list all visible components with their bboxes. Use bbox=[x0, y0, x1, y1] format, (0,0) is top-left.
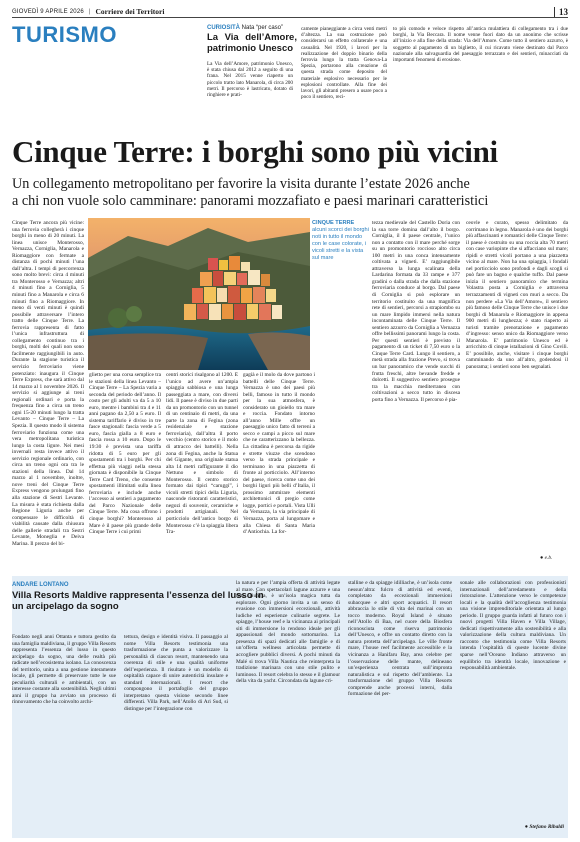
article-col-3: centri storici risalgono al 1200. È l’unico ad avere un’ampia spiaggia sabbiosa e una lunga passeggiata a mare, con diversi lidi. Il paese è diviso in due parti da un promontorio con un tunnel di un centinaio di metri, da una parte la zona di Fegina (zona residenziale e stazione ferroviaria), dall’altra il porto vecchio (centro storico e il molo di attracco dei battelli). Nella zona di Fegina, anche la Statua del Gigante, una originale statua alta 14 metri raffigurante il dio Nettuno e simbolo di Monterosso. Il centro storico formato dai tipici “caruggi”, i vicoli stretti tipici della Liguria, nasconde ristoranti caratteristici, negozi di souvenir, ceramiche e prodotti artigianali. Nel porticciolo dell’antico borgo di Monterosso c’è la spiaggia libera Tra- bbox=[166, 372, 238, 536]
kicker-label: CURIOSITÀ bbox=[207, 25, 240, 31]
article-signature: ● e.b. bbox=[540, 555, 553, 561]
article-col-6: ceovle e curato, spesso delimitato da corrimano in legno. Manarola è uno dei borghi più affascinanti e romantici delle Cinque Terre: il paese è costruito su una roccia alta 70 metri con case variopinte che si affacciano sul mare; ripidi e stretti vicoli portano a una piazzetta vicino al mare. Non ha una spiaggia, i fondali nel porticciolo sono profondi e dagli scogli si può fare un bagno e qualche tuffo. Dal paese inizia il sentiero panoramico che termina Volastra posta a Corniglia e attraversa terrazzamenti di vigneti con muri a secco. Da non perdere «La Via dell’Amore», il sentiero più famoso delle Cinque Terre che unisce i due borghi di Manarola e Riomaggiore in appena 900 metri di lunghezza; è stato riaperto ai turisti tramite prenotazione e pagamento d’ingresso: senso unico da Riomaggiore verso Manarola. E’ patrimonio Unesco ed è arricchito di cinque istallazioni di Gino Covili. E’ possibile, anche, visitare i cinque borghi camminando da uno all’altro, godendosi il panorama; i sentieri sono ben segnalati. bbox=[466, 220, 568, 371]
box-title: Villa Resorts Maldive rappresenta l’essenza del lusso in un arcipelago da sogno bbox=[12, 590, 264, 612]
box-col-1: Fondato negli anni Ottanta e tuttora gestito da una famiglia maldiviana, il gruppo Villa Resorts rappresenta l’essenza del lusso in questo arcipelago da sogno, una delle realtà più radicate nell’ecosistema isolano. La conoscenza del territorio, unita a una gestione interamente locale, gli permette di preservare tutte le sue peculiarità culturali e ambientali, con un interesse costante alla sostenibilità. Negli ultimi anni il gruppo ha avviato un processo di rinnovamento che ha coinvolto archi- bbox=[12, 634, 116, 706]
village-illustration bbox=[88, 218, 310, 370]
article-col-2: glietto per una corsa semplice tra le stazioni della linea Levanto – Cinque Terre – La Spezia varia a seconda del periodo dell’anno. Il costo per gli adulti va da 5 a 10 euro, mentre i bambini tra 4 e 11 anni pagano da 2,50 a 5 euro. Il sistema tariffario è diviso in tre fasce stagionali: fascia verde a 5 euro, fascia gialla a 8 euro e fascia rossa a 10 euro. Dopo le 19:30 è prevista una tariffa ridotta di 5 euro per gli spostamenti tra i borghi. Per chi effettua più viaggi nella stessa giornata è disponibile la Cinque Terre Card Treno, che consente spostamenti illimitati sulla linea ferroviaria e include anche l’accesso ai sentieri a pagamento del Parco Nazionale delle Cinque Terre. Ma cosa offrono i cinque borghi? Monterosso al Mare è il paese più grande delle Cinque Terre i cui primi bbox=[89, 372, 161, 536]
subhead-line-2: a chi non vuole solo camminare: panorami mozzafiato e paesi marinari caratteristici bbox=[12, 193, 489, 209]
article-col-4: gagià e il molo da dove partono i battelli delle Cinque Terre. Vernazza è uno dei paesi più belli, famoso in tutto il mondo per la sua atmosfera, è considerato un gioiello tra mare e roccia. Fondato intorno all’anno Mille offre un paesaggio unico fatto di terreni a secco e campi a picco sul mare che ne caratterizzano la bellezza. La cittadina è percorsa da rigide e strette viuzze che scendono verso la strada principale e terminano in una piazzetta di fronte al porticciolo. All’interno del paese, ricerca come uno dei borghi liguri più belli d’Italia, il prossimo ammirare elementi architettonici di pregio come logge, portici e portali. Vista Ulli da Vernazza, la via principale di Vernazza, porta al lungomare e alla Chiesa di Santa Maria d’Antiochia. La for- bbox=[243, 372, 315, 536]
photo-caption bbox=[312, 220, 370, 262]
newspaper-name: Corriere dei Territori bbox=[95, 7, 165, 16]
box-col-4: stalline e da spiagge idilliache, è un’isola come nessun’altra: fulcro di attività ed eventi, completato da eccezionali immersioni subacquee e altri sport acquatici. Il resort abbraccia lo stile di vita dei marinai con un tocco moderno. Royal Island è situato nell’Atollo di Baa, nel cuore della Biosfera riconosciuta come riserva patrimonio dell’Unesco, e offre un contatto diretto con la natura protetta dell’arcipelago. Le ville fronte mare, l’house reef facilmente accessibile e la vicinanza a Hanifaru Bay, area celebre per l’osservazione delle mante, delineano un’esperienza centrata sull’impronta naturalistica e sul rispetto dell’ambiente. La trasformazione del gruppo Villa Resorts comprende anche processi interni, dalla formazione del per- bbox=[348, 580, 452, 698]
curiosity-col-2: camente pianeggiante a circa venti metri d’altezza. La sua costruzione può considerarsi un effetto collaterale e una casualità. Nel 1920, i lavori per la realizzazione del doppio binario della ferrovia lungo la tratta Genova-La Spezia, portarono alla creazione di questa strada come deposito del materiale esplosivo necessario per le esplosioni controllate. Alla fine dei lavori, gli abitanti presero a usare poco a poco il sentiero, reci- bbox=[301, 26, 387, 101]
box-col-5: sonale alle collaborazioni con professionisti internazionali dell’arredamento e della ristorazione. L’attenzione verso le competenze locali e la qualità dell’accoglienza testimonia una visione imprenditoriale orientata al lungo periodo. Il gruppo guarda infatti al futuro con i nuovi progetti Villa Haven e Villa Village, dedicati rispettivamente alla sostenibilità e alla valorizzazione della cultura maldiviana. Un racconto che testimonia come Villa Resorts intenda l’ospitalità di queste lucente divine sparse nell’Oceano Indiano attraverso un equilibrio tra identità locale, innovazione e responsabilità ambientale. bbox=[460, 580, 566, 672]
curiosity-title: La Via dell’Amore, patrimonio Unesco bbox=[207, 32, 297, 54]
curiosity-col-3: to più comodo e veloce rispetto all’antica mulattiera di collegamento tra i due borghi, la Via Beccara. Il nome venne fuori dato da un anonimo che scrisse all’inizio e alla fine della strada: Via dell’Amore. Come tutto il sentiero azzurro, è soggetto al pagamento di un biglietto, il cui ricavato viene destinato dal Parco nazionale alla salvaguardia del paesaggio terrazzato e dei sentieri, minacciati da importanti fenomeni di erosione. bbox=[393, 26, 568, 64]
box-signature: ● Stefano Ribaldi bbox=[524, 824, 564, 830]
article-col-1: Cinque Terre ancora più vicine: una ferrovia collegherà i cinque borghi in meno di 20 minuti. La linea unisce Monterosso, Vernazza, Corniglia, Manarola e Riomaggiore con fermate a distanza di pochi minuti l’una dall’altra. I tempi di percorrenza sono molto brevi: circa 4 minuti tra Monterosso e Vernazza; altri 4 minuti fino a Corniglia, 5 minuti fino a Manarola e circa 6 minuti fino a Riomaggiore. In meno di venti minuti è quindi possibile attraversare l’intero tratto delle Cinque Terre. La ferrovia rappresenta di fatto l’unica infrastruttura di collegamento continuo tra i borghi, molti dei quali non sono facilmente raggiungibili in auto. Durante la stagione turistica il servizio ferroviario viene potenziato: inaugura il Cinque Terre Express, che sarà attivo dal 14 marzo al 1 novembre 2026. Il servizio si aggiunge ai treni regionali ordinari e porta la frequenza fino a circa un treno ogni 15-20 minuti lungo la tratta Levanto – Cinque Terre – La Spezia. Il questo modo il sistema ferroviario funziona come una vera metropolitana turistica lungo la costa ligure. Nei mesi invernali resta invece attivo il servizio regionale ordinario, con circa un treno ogni ora tra le stazioni della linea. Dal 14 marzo al 1 novembre, inoltre, nove treni del Cinque Terre Express vengono prolungati fino alla stazione di Sestri Levante. La misura è stata richiesta dalla Regione Liguria anche per compensare le difficoltà di viabilità causate dalla chiusura delle gallerie stradali tra Sestri Levante, Moneglia e Deiva Marina. Il prezzo del bi- bbox=[12, 220, 84, 547]
subhead-line-1: Un collegamento metropolitano per favorire la visita durante l’estate 2026 anche bbox=[12, 176, 470, 192]
caption-label: CINQUE TERRE bbox=[312, 220, 355, 226]
box-col-2: tettura, design e identità visiva. Il passaggio al nome Villa Resorts testimonia una trasformazione che punta a valorizzare la personalità di ciascun resort, mantenendo una coerenza di stile e una qualità uniforme dell’esperienza. Il risultato è un modello di ospitalità capace di unire autenticità insulare e standard internazionali. I resort che compongono il portafoglio del gruppo interpretano questa visione secondo linee differenti. Villa Park, nell’Atollo di Ari Sud, si distingue per l’integrazione con bbox=[124, 634, 228, 713]
page-number: 13 bbox=[554, 7, 568, 17]
section-title: TURISMO bbox=[12, 22, 117, 47]
issue-date: GIOVEDÌ 9 APRILE 2026 bbox=[12, 8, 84, 15]
maldives-box bbox=[12, 576, 568, 838]
cinque-terre-photo bbox=[88, 218, 310, 370]
box-col-3: la natura e per l’ampia offerta di attività legate al mare. Con spettacolari lagune azzurre e una fitta giungla, è un’isola magica tutta da esplorare. Ogni giorno invita a un senso di evasione con immersioni eccezionali, attività ludiche ed esperienze culinarie segrete. Le spiagge, l’house reef e la vicinanza ai principali siti di immersione lo rendono ideale per gli appassionati del mondo sottomarino. La presenza di spazi dedicati alle famiglie e di un’offerta wellness articolata permette di accogliere pubblici diversi. A pochi minuti da Malé si trova Villa Nautica che reinterpreta la tradizione marinara con uno stile pulito e luminoso. Il resort celebra lo stesso e il glamour della vita da yacht. Circondata da lagune cri- bbox=[236, 580, 340, 685]
curiosity-col-1: La Via dell’Amore, patrimonio Unesco, è stata chiusa dal 2012 a seguito di una frana. Nel 2015 venne riaperto un piccolo tratto lato Manarola, di circa 200 metri. Il percorso è lastricato, dotato di ringhiere e prati- bbox=[207, 61, 293, 99]
kicker-text: Nata “per caso” bbox=[241, 25, 284, 31]
curiosity-sidebar bbox=[207, 25, 568, 133]
caption-text: alcuni scorci dei borghi noti in tutto il mondo con le case colorate, i vicoli stretti e la vista sul mare bbox=[312, 227, 369, 261]
subheadline bbox=[12, 176, 568, 210]
main-headline: Cinque Terre: i borghi sono più vicini bbox=[12, 134, 498, 169]
curiosity-kicker bbox=[207, 25, 283, 31]
box-kicker: ANDARE LONTANO bbox=[12, 582, 69, 588]
article-col-5: tezza medievale del Castello Doria con la sua torre domina dall’alto il borgo. Corniglia, il il paese centrale, l’unico non a contatto con il mare perché sorge su un promontorio roccioso alto circa 100 metri in una conca intensamente coltivata a vigneti. E’ raggiungibile attraverso la lunga scalinata della Lardarina formata da 33 rampe e 377 gradini o dalla strada che dalla stazione ferroviaria conduce al borgo. Dal paese di Corniglia si può esplorare un territorio costituito da una magnifica rete di sentieri, percorsi a strapiombo su un mare limpido immersi nella natura incontaminata delle Cinque Terre. Il sentiero azzurro da Corniglia a Vernazza offre bellissimi panorami lungo la costa. Per questi sentieri è previsto il pagamento di un ticket di 7,50 euro o la Cinque Terre Card. Lungo il sentiero, a metà strada alla frazione Prevo, si trova un bar panoramico che vende succhi di frutta freschi, altre bevande fredde e dolcetti. Il suggestivo sentiero prosegue tra la macchia mediterranea con coltivazioni a secco tutto in discesa porta fino a Vernazza. Il percorso è pia- bbox=[372, 220, 460, 403]
page-header bbox=[12, 6, 568, 18]
header-separator: | bbox=[88, 8, 91, 15]
